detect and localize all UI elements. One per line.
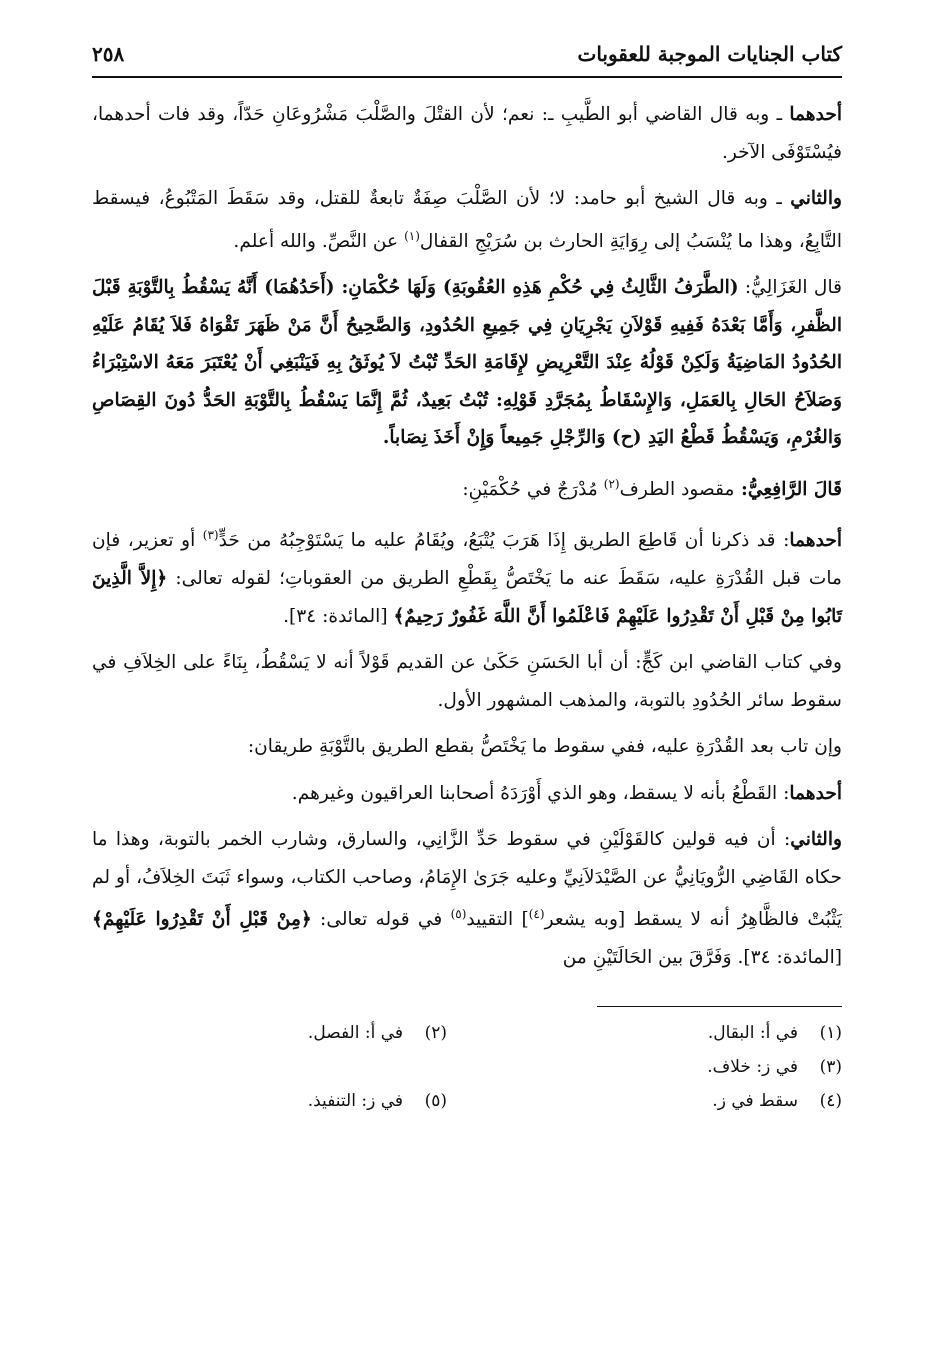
- footnote-3: (٣) في ز: خلاف.: [707, 1057, 842, 1078]
- footnote-ref: (٣): [202, 528, 219, 543]
- quran-verse: ﴿إِلاَّ الَّذِينَ تَابُوا مِنْ قَبْلِ أَنْ تَقْدِرُوا عَلَيْهِمْ فَاعْلَمُوا أَنَّ اللَّهَ غَفُورٌ رَحِيمٌ﴾: [92, 568, 842, 627]
- paragraph-rafii: قَالَ الرَّافِعِيُّ: مقصود الطرف$^{(٢)}$ مُدْرَجٌ في حُكْمَيْنِ:: [462, 476, 842, 500]
- paragraph-first-ruling: أحدهما: قد ذكرنا أن قَاطِعَ الطريق إِذَا هَرَبَ يُتْبَعُ، ويُقَامُ عليه ما يَسْتَوْجِبُهُ من حَدٍّ$^{(٣)}$ أو تعزير، فإن مات قبل القُدْرَةِ عليه، سَقَطَ عنه ما يَخْتَصُّ بِقَطْعِ الطريق من العقوباتِ؛ لقوله تعالى: ﴿إِلاَّ الَّذِينَ تَابُوا مِنْ قَبْلِ أَنْ تَقْدِرُوا عَلَيْهِمْ فَاعْلَمُوا أَنَّ اللَّهَ غَفُورٌ رَحِيمٌ﴾ [المائدة: ٣٤].: [92, 528, 842, 627]
- paragraph-1: أحدهما ـ وبه قال القاضي أبو الطَّيبِ ـ: نعم؛ لأن القتْلَ والصَّلْبَ مَشْرُوعَانِ حَدّاً، وقد فات أحدهما، فيُسْتَوْفَى الآخر.: [92, 104, 842, 163]
- running-title: كتاب الجنايات الموجبة للعقوبات: [577, 42, 842, 66]
- footnotes: [92, 1017, 842, 1117]
- page-number: ٢٥٨: [92, 42, 125, 66]
- footnote-empty: [92, 1051, 447, 1083]
- footnote-1: (١) في أ: البقال.: [707, 1023, 842, 1044]
- footnote-4: (٤) سقط في ز.: [712, 1091, 842, 1112]
- footnote-divider: [597, 1006, 842, 1007]
- footnote-2: (٢) في أ: الفصل.: [307, 1023, 447, 1044]
- book-page: [92, 34, 842, 1314]
- paragraph-2: والثاني ـ وبه قال الشيخ أبو حامد: لا؛ لأن الصَّلْبَ صِفَةٌ تابعةٌ للقتل، وقد سَقَطَ المَتْبُوعُ، فيسقط التَّابِعُ، وهذا ما يُنْسَبُ إلى رِوَايَةِ الحارث بن سُرَيْجِ القفال$^{(١)}$ عن النَّصِّ. والله أعلم.: [92, 188, 842, 252]
- paragraph-ibn-kajj: وفي كتاب القاضي ابن كَجٍّ: أن أبا الحَسَنِ حَكَىٰ عن القديم قَوْلاً أنه لا يَسْقُطُ، بِنَاءً على الخِلاَفِ في سقوط سائر الحُدُودِ بالتوبة، والمذهب المشهور الأول.: [92, 652, 842, 711]
- paragraph-way-one: أحدهما: القَطْعُ بأنه لا يسقط، وهو الذي أَوْرَدَهُ أصحابنا العراقيون وغيرهم.: [291, 782, 842, 804]
- paragraph-two-ways: وإن تاب بعد القُدْرَةِ عليه، ففي سقوط ما يَخْتَصُّ بقطع الطريق بالتَّوْبَةِ طريقان:: [247, 736, 842, 758]
- footnote-5: (٥) في ز: التنفيذ.: [307, 1091, 447, 1112]
- footnote-ref: (٥): [450, 907, 467, 922]
- footnote-ref: (٤): [528, 907, 545, 922]
- header-divider: [92, 76, 842, 78]
- paragraph-ghazali-text: قال الغَزَالِيُّ: (الطَّرَفُ الثَّالِثُ فِي حُكْمِ هَذِهِ العُقُوبَةِ) وَلَهَا حُكْمَانِ: (أَحَدُهُمَا) أَنَّهُ يَسْقُطُ بِالتَّوْبَةِ قَبْلَ الظَّفرِ، وَأَمَّا بَعْدَهُ فَفِيهِ قَوْلاَنِ يَجْرِيَانِ فِي جَمِيعِ الحُدُودِ، وَالصَّحِيحُ أَنَّ مَنْ ظَهَرَ تَقْوَاهُ فَلاَ يُقَامُ عَلَيْهِ الحُدُودُ المَاضِيَةُ وَلَكِنْ قَوْلُهُ عِنْدَ التَّعْرِيضِ لإِقَامَةِ الحَدِّ تُبْتُ لاَ يُوثَقُ بِهِ فَيَنْبَغِي أَنْ يُعْتَبَرَ مَعَهُ الاسْتِبْرَاءُ وَصَلاَحُ الحَالِ بِالعَمَلِ، وَالإِسْقَاطُ بِمُجَرَّدِ قَوْلِهِ: تُبْتُ بَعِيدٌ، ثُمَّ إِنَّمَا يَسْقُطُ بِالتَّوْبَةِ الحَدُّ دُونَ القِصَاصِ وَالغُرْمِ، وَيَسْقُطُ قَطْعُ اليَدِ (ح) وَالرِّجْلِ جَمِيعاً وَإِنْ أَخَذَ نِصَاباً.: [92, 277, 842, 449]
- quran-verse: ﴿مِنْ قَبْلِ أَنْ تَقْدِرُوا عَلَيْهِمْ﴾: [92, 909, 312, 931]
- paragraph-way-two: والثاني: أن فيه قولين كالقَوْلَيْنِ في سقوط حَدِّ الزَّانِي، والسارق، وشارب الخمر بالتوبة، وهذا ما حكاه القَاضِي الرُّويَانِيُّ عن الصَّيْدَلاَنِيِّ وعليه جَرَىٰ الإِمَامُ، وصاحب الكتاب، وسواء ثَبَتَ الخِلاَفُ، أو لم يَثْبُتْ فالظَّاهِرُ أنه لا يسقط [وبه يشعر$^{(٤)}$] التقييد$^{(٥)}$ في قوله تعالى: ﴿مِنْ قَبْلِ أَنْ تَقْدِرُوا عَلَيْهِمْ﴾ [المائدة: ٣٤]. وَفَرَّقَ بين الحَالَتَيْنِ من: [92, 829, 842, 968]
- page-header: [92, 34, 842, 74]
- footnote-ref: (٢): [603, 476, 620, 491]
- body-text: [92, 96, 842, 976]
- footnote-ref: (١): [404, 228, 420, 243]
